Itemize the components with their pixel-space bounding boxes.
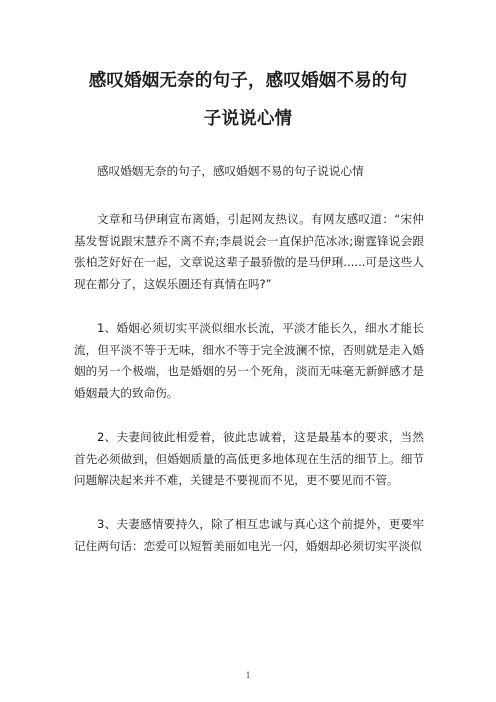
document-title-line-2: 子说说心情 — [203, 109, 293, 129]
page-number: 1 — [245, 670, 251, 680]
paragraph-subtitle: 感叹婚姻无奈的句子，感叹婚姻不易的句子说说心情 — [97, 164, 364, 178]
paragraph-point-1: 1、婚姻必须切实平淡似细水长流，平淡才能长久，细水才能长流，但平淡不等于无味，细水不等于完全波澜不惊，否则就是走入婚姻的另一个极端，也是婚姻的另一个死角，淡而无味毫无新鲜感才是婚姻最大的致命伤。 — [74, 321, 424, 400]
document-title-line-1: 感叹婚姻无奈的句子，感叹婚姻不易的句 — [88, 71, 408, 91]
paragraph-point-3: 3、夫妻感情要持久，除了相互忠诚与真心这个前提外，更要牢记住两句话：恋爱可以短暂美丽如电光一闪，婚姻却必须切实平淡似 — [74, 517, 424, 553]
paragraph-point-2: 2、夫妻间彼此相爱着，彼此忠诚着，这是最基本的要求，当然首先必须做到，但婚姻质量的高低更多地体现在生活的细节上。细节问题解决起来并不难，关键是不要视而不见，更不要见而不管。 — [74, 430, 424, 488]
paragraph-intro: 文章和马伊琍宣布离婚，引起网友热议。有网友感叹道：“宋仲基发誓说跟宋慧乔不离不弃;李晨说会一直保护范冰冰;谢霆锋说会跟张柏芝好好在一起，文章说这辈子最骄傲的是马伊琍......可是这些人现在都分了，这娱乐圈还有真情在吗?” — [74, 212, 424, 291]
